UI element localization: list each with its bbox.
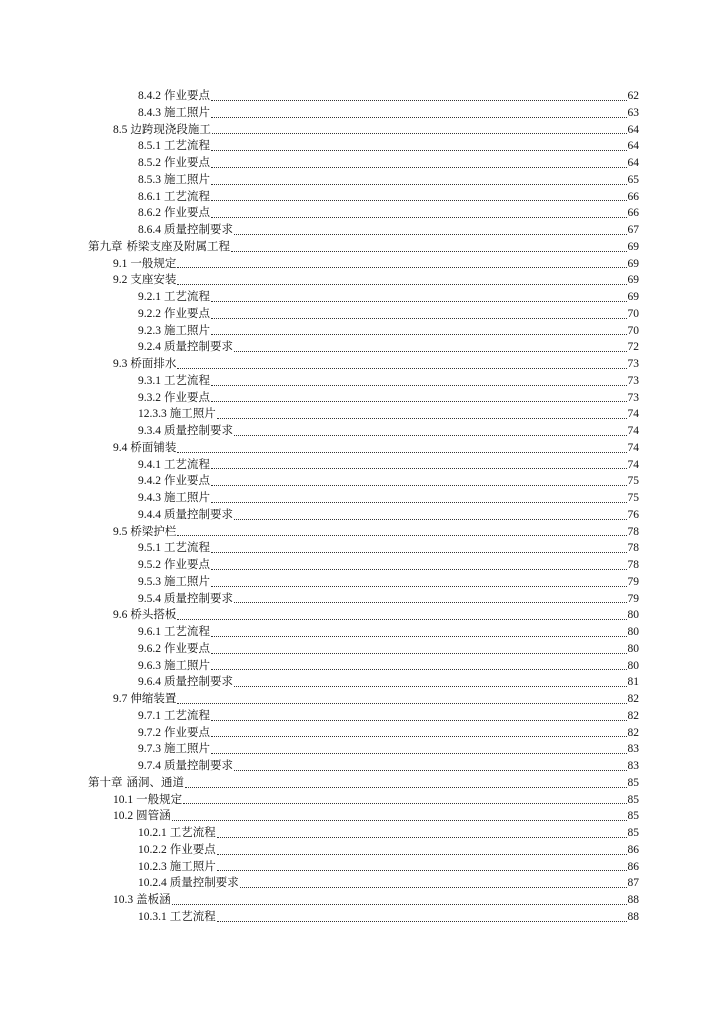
toc-entry-title: 作业要点 bbox=[169, 843, 216, 856]
dot-leader bbox=[211, 149, 627, 151]
toc-entry-page-number: 83 bbox=[627, 743, 639, 756]
toc-entry[interactable] bbox=[113, 892, 639, 909]
dot-leader bbox=[185, 786, 627, 788]
toc-entry-page-number: 86 bbox=[627, 860, 639, 873]
toc-entry[interactable] bbox=[138, 339, 639, 356]
toc-entry-page-number: 72 bbox=[627, 341, 639, 354]
dot-leader bbox=[211, 183, 627, 185]
toc-entry-number: 9.6.3 bbox=[138, 659, 161, 672]
dot-leader bbox=[234, 769, 627, 771]
toc-entry-page-number: 85 bbox=[627, 827, 639, 839]
dot-leader bbox=[211, 735, 627, 737]
toc-entry-title: 桥面排水 bbox=[130, 358, 177, 370]
toc-entry-page-number: 73 bbox=[627, 374, 639, 387]
toc-entry-number: 第九章 bbox=[88, 240, 123, 253]
toc-entry-number: 9.3.4 bbox=[138, 425, 161, 437]
toc-entry-title: 作业要点 bbox=[164, 207, 210, 220]
toc-entry[interactable] bbox=[138, 859, 639, 876]
toc-entry-page-number: 64 bbox=[627, 140, 639, 153]
toc-entry-title: 盖板涵 bbox=[136, 894, 171, 906]
toc-entry-number: 9.2.4 bbox=[138, 341, 161, 354]
toc-entry-number: 9.7.1 bbox=[138, 709, 161, 722]
toc-entry-title: 施工照片 bbox=[169, 860, 216, 873]
toc-entry[interactable] bbox=[113, 440, 639, 457]
toc-entry-number: 9.5.4 bbox=[138, 592, 161, 605]
toc-entry-page-number: 80 bbox=[627, 659, 639, 672]
toc-entry-title: 伸缩装置 bbox=[130, 693, 177, 705]
toc-entry[interactable] bbox=[138, 574, 639, 591]
dot-leader bbox=[234, 434, 627, 436]
toc-entry-number: 9.2 bbox=[113, 274, 128, 287]
toc-entry-title: 施工照片 bbox=[169, 408, 216, 421]
toc-entry[interactable] bbox=[113, 122, 639, 139]
toc-entry-page-number: 87 bbox=[627, 877, 639, 890]
toc-entry-title: 施工照片 bbox=[164, 492, 210, 504]
toc-entry[interactable] bbox=[113, 524, 639, 541]
toc-entry[interactable] bbox=[138, 490, 639, 507]
dot-leader bbox=[240, 886, 627, 888]
toc-entry-title: 桥梁护栏 bbox=[130, 525, 177, 538]
toc-entry-number: 10.1 bbox=[113, 793, 134, 806]
dot-leader bbox=[217, 853, 627, 855]
dot-leader bbox=[211, 216, 627, 218]
toc-entry-number: 9.2.3 bbox=[138, 324, 161, 337]
toc-entry-number: 8.5 bbox=[113, 123, 128, 136]
toc-entry-page-number: 67 bbox=[627, 224, 639, 236]
toc-entry[interactable] bbox=[113, 607, 639, 624]
toc-entry-number: 9.7.4 bbox=[138, 760, 161, 772]
toc-entry-number: 9.6.1 bbox=[138, 626, 161, 638]
toc-entry-number: 8.4.3 bbox=[138, 106, 161, 119]
toc-entry-page-number: 73 bbox=[627, 391, 639, 404]
dot-leader bbox=[231, 250, 627, 252]
toc-entry-number: 9.3.2 bbox=[138, 391, 161, 404]
toc-entry-number: 9.5.2 bbox=[138, 559, 161, 571]
dot-leader bbox=[172, 903, 627, 905]
toc-entry[interactable] bbox=[138, 591, 639, 608]
toc-entry-number: 9.6 bbox=[113, 609, 128, 622]
dot-leader bbox=[211, 585, 627, 587]
dot-leader bbox=[211, 400, 627, 402]
toc-entry-page-number: 70 bbox=[627, 324, 639, 337]
dot-leader bbox=[211, 300, 627, 302]
toc-entry-number: 9.6.4 bbox=[138, 676, 161, 689]
toc-entry[interactable] bbox=[88, 775, 639, 792]
toc-entry-title: 桥梁支座及附属工程 bbox=[126, 240, 230, 253]
toc-entry[interactable] bbox=[113, 808, 639, 825]
toc-entry-title: 边跨现浇段施工 bbox=[130, 123, 211, 136]
toc-entry-title: 涵洞、通道 bbox=[126, 776, 184, 789]
dot-leader bbox=[183, 802, 626, 804]
toc-entry-page-number: 88 bbox=[627, 894, 639, 906]
toc-entry-page-number: 76 bbox=[627, 508, 639, 521]
toc-entry-page-number: 85 bbox=[627, 793, 639, 806]
dot-leader bbox=[172, 819, 627, 821]
toc-entry[interactable] bbox=[138, 909, 639, 926]
dot-leader bbox=[177, 367, 626, 369]
toc-entry-title: 工艺流程 bbox=[164, 140, 210, 153]
toc-entry-page-number: 65 bbox=[627, 173, 639, 186]
dot-leader bbox=[211, 199, 627, 201]
toc-entry-title: 施工照片 bbox=[164, 659, 210, 672]
toc-entry[interactable] bbox=[138, 875, 639, 892]
toc-entry-title: 工艺流程 bbox=[164, 709, 210, 722]
dot-leader bbox=[211, 384, 627, 386]
toc-entry-number: 8.6.2 bbox=[138, 207, 161, 220]
toc-entry-page-number: 79 bbox=[627, 575, 639, 588]
toc-entry-page-number: 80 bbox=[627, 642, 639, 655]
toc-entry-page-number: 74 bbox=[627, 441, 639, 454]
toc-entry-number: 9.3.1 bbox=[138, 374, 161, 387]
dot-leader bbox=[211, 317, 627, 319]
toc-entry-page-number: 62 bbox=[627, 90, 639, 102]
toc-entry-page-number: 75 bbox=[627, 475, 639, 488]
toc-entry-title: 质量控制要求 bbox=[164, 676, 233, 689]
toc-entry-number: 9.5.3 bbox=[138, 575, 161, 588]
toc-entry-number: 8.6.4 bbox=[138, 224, 161, 236]
dot-leader bbox=[211, 484, 627, 486]
toc-entry-title: 作业要点 bbox=[164, 90, 210, 102]
toc-entry-number: 9.4.3 bbox=[138, 492, 161, 504]
toc-entry-page-number: 88 bbox=[627, 910, 639, 923]
dot-leader bbox=[211, 652, 627, 654]
toc-entry-title: 工艺流程 bbox=[164, 190, 210, 203]
dot-leader bbox=[211, 719, 627, 721]
toc-entry-title: 施工照片 bbox=[164, 106, 210, 119]
dot-leader bbox=[211, 116, 627, 118]
dot-leader bbox=[211, 752, 627, 754]
toc-entry-title: 工艺流程 bbox=[164, 291, 210, 303]
toc-entry-page-number: 69 bbox=[627, 257, 639, 270]
toc-entry-page-number: 74 bbox=[627, 458, 639, 471]
toc-entry-number: 10.2.2 bbox=[138, 843, 167, 856]
toc-entry-number: 10.2.3 bbox=[138, 860, 167, 873]
toc-entry-number: 10.2 bbox=[113, 810, 134, 823]
toc-entry-number: 9.5 bbox=[113, 525, 128, 538]
dot-leader bbox=[211, 551, 627, 553]
toc-entry[interactable] bbox=[138, 373, 639, 390]
toc-entry-title: 质量控制要求 bbox=[164, 341, 233, 354]
toc-entry-number: 9.4.1 bbox=[138, 458, 161, 471]
toc-entry[interactable] bbox=[138, 624, 639, 641]
toc-entry-page-number: 78 bbox=[627, 542, 639, 555]
toc-entry-title: 作业要点 bbox=[164, 726, 210, 739]
toc-entry-page-number: 86 bbox=[627, 843, 639, 856]
toc-entry-number: 9.4.4 bbox=[138, 508, 161, 521]
toc-entry-number: 12.3.3 bbox=[138, 408, 167, 421]
toc-entry[interactable] bbox=[113, 691, 639, 708]
toc-entry-number: 9.5.1 bbox=[138, 542, 161, 555]
toc-entry-title: 工艺流程 bbox=[164, 458, 210, 471]
toc-entry[interactable] bbox=[138, 406, 639, 423]
toc-entry-title: 作业要点 bbox=[164, 391, 210, 404]
toc-entry[interactable] bbox=[138, 473, 639, 490]
dot-leader bbox=[211, 99, 627, 101]
dot-leader bbox=[211, 668, 627, 670]
dot-leader bbox=[217, 920, 627, 922]
toc-entry-number: 9.7 bbox=[113, 693, 128, 705]
toc-entry[interactable] bbox=[138, 138, 639, 155]
toc-entry-title: 工艺流程 bbox=[169, 910, 216, 923]
toc-entry[interactable] bbox=[88, 239, 639, 256]
dot-leader bbox=[177, 266, 626, 268]
toc-entry-title: 作业要点 bbox=[164, 307, 210, 320]
toc-entry-number: 10.2.1 bbox=[138, 827, 167, 839]
toc-entry-title: 质量控制要求 bbox=[169, 877, 239, 890]
toc-entry-title: 支座安装 bbox=[130, 274, 177, 287]
toc-entry-title: 质量控制要求 bbox=[164, 425, 233, 437]
toc-entry-page-number: 64 bbox=[627, 123, 639, 136]
toc-entry[interactable] bbox=[138, 842, 639, 859]
toc-entry-page-number: 81 bbox=[627, 676, 639, 689]
toc-entry-number: 9.6.2 bbox=[138, 642, 161, 655]
dot-leader bbox=[211, 467, 627, 469]
toc-entry[interactable] bbox=[138, 725, 639, 742]
toc-entry-page-number: 85 bbox=[627, 776, 639, 789]
toc-entry-page-number: 79 bbox=[627, 592, 639, 605]
toc-entry-number: 9.2.1 bbox=[138, 291, 161, 303]
toc-entry-title: 质量控制要求 bbox=[164, 224, 233, 236]
toc-entry[interactable] bbox=[138, 306, 639, 323]
toc-entry-page-number: 69 bbox=[627, 240, 639, 253]
toc-entry[interactable] bbox=[138, 105, 639, 122]
toc-entry-title: 工艺流程 bbox=[169, 827, 216, 839]
toc-entry-title: 施工照片 bbox=[164, 173, 210, 186]
toc-entry[interactable] bbox=[138, 674, 639, 691]
toc-entry[interactable] bbox=[138, 741, 639, 758]
toc-entry-title: 工艺流程 bbox=[164, 542, 210, 555]
toc-entry-page-number: 82 bbox=[627, 693, 639, 705]
toc-entry[interactable] bbox=[138, 457, 639, 474]
dot-leader bbox=[211, 333, 627, 335]
toc-entry-page-number: 74 bbox=[627, 408, 639, 421]
toc-entry-page-number: 80 bbox=[627, 609, 639, 622]
toc-entry[interactable] bbox=[138, 507, 639, 524]
toc-entry-number: 10.3 bbox=[113, 894, 134, 906]
dot-leader bbox=[211, 568, 627, 570]
toc-entry-number: 第十章 bbox=[88, 776, 123, 789]
toc-entry[interactable] bbox=[138, 205, 639, 222]
toc-entry[interactable] bbox=[113, 792, 639, 809]
dot-leader bbox=[234, 233, 627, 235]
dot-leader bbox=[177, 618, 626, 620]
toc-entry-title: 作业要点 bbox=[164, 642, 210, 655]
toc-entry-number: 9.4.2 bbox=[138, 475, 161, 488]
toc-entry-title: 工艺流程 bbox=[164, 626, 210, 638]
dot-leader bbox=[212, 132, 627, 134]
toc-entry-page-number: 80 bbox=[627, 626, 639, 638]
toc-entry-page-number: 70 bbox=[627, 307, 639, 320]
toc-entry-page-number: 78 bbox=[627, 525, 639, 538]
dot-leader bbox=[217, 417, 627, 419]
toc-entry[interactable] bbox=[138, 390, 639, 407]
toc-entry-page-number: 82 bbox=[627, 709, 639, 722]
toc-entry[interactable] bbox=[138, 172, 639, 189]
toc-entry[interactable] bbox=[113, 272, 639, 289]
toc-entry-number: 8.5.2 bbox=[138, 157, 161, 169]
dot-leader bbox=[234, 350, 627, 352]
toc-entry-number: 8.6.1 bbox=[138, 190, 161, 203]
toc-entry-number: 10.2.4 bbox=[138, 877, 167, 890]
toc-entry-page-number: 66 bbox=[627, 207, 639, 220]
toc-entry-title: 质量控制要求 bbox=[164, 760, 233, 772]
toc-entry[interactable] bbox=[138, 289, 639, 306]
toc-entry-title: 一般规定 bbox=[130, 257, 177, 270]
toc-entry-title: 施工照片 bbox=[164, 743, 210, 756]
toc-entry-number: 9.3 bbox=[113, 358, 128, 370]
toc-entry-number: 8.5.1 bbox=[138, 140, 161, 153]
toc-entry-title: 施工照片 bbox=[164, 575, 210, 588]
dot-leader bbox=[177, 451, 626, 453]
toc-entry[interactable] bbox=[138, 658, 639, 675]
dot-leader bbox=[211, 166, 627, 168]
toc-entry-page-number: 66 bbox=[627, 190, 639, 203]
table-of-contents bbox=[0, 88, 725, 926]
toc-entry[interactable] bbox=[113, 356, 639, 373]
toc-entry-title: 桥头搭板 bbox=[130, 609, 177, 622]
toc-entry-page-number: 69 bbox=[627, 291, 639, 303]
toc-entry-number: 9.1 bbox=[113, 257, 128, 270]
toc-entry-title: 质量控制要求 bbox=[164, 508, 233, 521]
dot-leader bbox=[177, 283, 626, 285]
toc-entry-page-number: 73 bbox=[627, 358, 639, 370]
dot-leader bbox=[234, 601, 627, 603]
toc-entry-title: 作业要点 bbox=[164, 157, 210, 169]
toc-entry[interactable] bbox=[138, 825, 639, 842]
dot-leader bbox=[234, 685, 627, 687]
toc-entry[interactable] bbox=[138, 540, 639, 557]
dot-leader bbox=[234, 518, 627, 520]
toc-entry-number: 9.4 bbox=[113, 441, 128, 454]
dot-leader bbox=[177, 702, 626, 704]
toc-entry-page-number: 63 bbox=[627, 106, 639, 119]
toc-entry[interactable] bbox=[138, 222, 639, 239]
toc-entry-page-number: 69 bbox=[627, 274, 639, 287]
toc-entry[interactable] bbox=[113, 256, 639, 273]
toc-entry-number: 10.3.1 bbox=[138, 910, 167, 923]
toc-entry-number: 9.7.2 bbox=[138, 726, 161, 739]
toc-entry-page-number: 75 bbox=[627, 492, 639, 504]
toc-entry[interactable] bbox=[138, 708, 639, 725]
toc-entry-page-number: 83 bbox=[627, 760, 639, 772]
toc-entry[interactable] bbox=[138, 557, 639, 574]
toc-entry-number: 8.5.3 bbox=[138, 173, 161, 186]
toc-entry[interactable] bbox=[138, 758, 639, 775]
toc-entry-title: 作业要点 bbox=[164, 559, 210, 571]
dot-leader bbox=[211, 501, 627, 503]
toc-entry-title: 作业要点 bbox=[164, 475, 210, 488]
toc-entry-page-number: 64 bbox=[627, 157, 639, 169]
toc-entry-title: 施工照片 bbox=[164, 324, 210, 337]
toc-entry-title: 圆管涵 bbox=[136, 810, 171, 823]
toc-entry[interactable] bbox=[138, 323, 639, 340]
toc-entry[interactable] bbox=[138, 423, 639, 440]
dot-leader bbox=[211, 635, 627, 637]
toc-entry-title: 桥面铺装 bbox=[130, 441, 177, 454]
toc-entry[interactable] bbox=[138, 88, 639, 105]
toc-entry[interactable] bbox=[138, 155, 639, 172]
dot-leader bbox=[217, 836, 627, 838]
dot-leader bbox=[177, 534, 626, 536]
toc-entry-title: 一般规定 bbox=[136, 793, 183, 806]
toc-entry-number: 9.2.2 bbox=[138, 307, 161, 320]
toc-entry-number: 8.4.2 bbox=[138, 90, 161, 102]
toc-entry-page-number: 74 bbox=[627, 425, 639, 437]
toc-entry-number: 9.7.3 bbox=[138, 743, 161, 756]
toc-entry-title: 工艺流程 bbox=[164, 374, 210, 387]
toc-entry-page-number: 85 bbox=[627, 810, 639, 823]
toc-entry[interactable] bbox=[138, 641, 639, 658]
dot-leader bbox=[217, 869, 627, 871]
toc-entry-title: 质量控制要求 bbox=[164, 592, 233, 605]
toc-entry-page-number: 78 bbox=[627, 559, 639, 571]
toc-entry-page-number: 82 bbox=[627, 726, 639, 739]
toc-entry[interactable] bbox=[138, 189, 639, 206]
